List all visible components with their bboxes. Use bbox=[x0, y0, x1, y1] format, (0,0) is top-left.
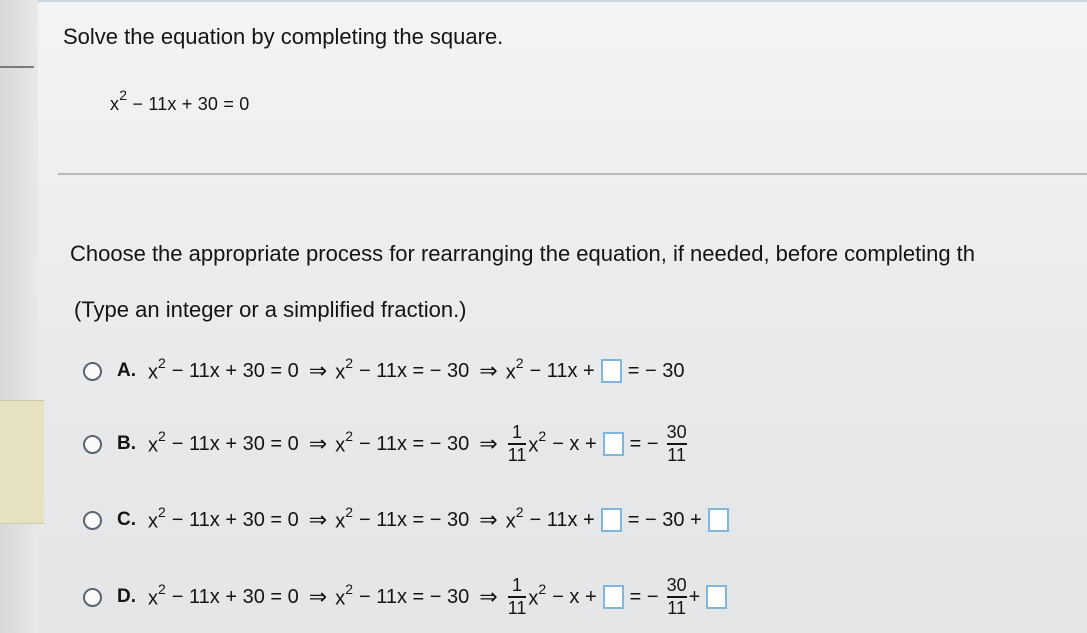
fraction-numerator: 30 bbox=[666, 422, 687, 442]
option-b-letter: B. bbox=[117, 433, 136, 454]
fraction-denominator: 11 bbox=[507, 445, 527, 465]
option-a-answer-box[interactable] bbox=[601, 359, 622, 383]
option-c-term2: $x^2$ bbox=[335, 503, 353, 533]
option-d-answer-box-2[interactable] bbox=[706, 585, 727, 609]
option-a[interactable] bbox=[83, 351, 690, 391]
option-b-radio[interactable] bbox=[83, 435, 102, 454]
option-c-rhs: = − 30 + bbox=[627, 508, 702, 531]
option-b-equals: = − bbox=[629, 432, 659, 455]
fraction-numerator: 1 bbox=[512, 575, 523, 595]
option-c-step1: − 11x + 30 = 0 bbox=[171, 508, 299, 531]
given-equation bbox=[110, 87, 250, 115]
option-c-letter: C. bbox=[117, 509, 136, 530]
top-border bbox=[38, 0, 1087, 2]
option-b-term: $x^2$ bbox=[148, 427, 166, 457]
fraction-denominator: 11 bbox=[507, 598, 527, 618]
option-b-coefficient-fraction bbox=[508, 422, 527, 466]
section-divider bbox=[58, 173, 1087, 175]
question-prompt: Solve the equation by completing the square. bbox=[63, 24, 504, 49]
option-d[interactable] bbox=[83, 577, 733, 617]
option-a-step2: − 11x = − 30 bbox=[358, 359, 470, 382]
option-d-term2: $x^2$ bbox=[335, 580, 353, 610]
option-b-step3: − x + bbox=[552, 432, 597, 455]
option-b-answer-box[interactable] bbox=[603, 432, 624, 456]
option-d-letter: D. bbox=[117, 586, 136, 607]
option-a-step1: − 11x + 30 = 0 bbox=[171, 359, 299, 382]
left-edge-mark bbox=[0, 66, 34, 68]
option-b[interactable] bbox=[83, 424, 689, 464]
option-c-term: $x^2$ bbox=[148, 503, 166, 533]
option-a-rhs: = − 30 bbox=[627, 359, 685, 382]
option-d-coefficient-fraction bbox=[508, 575, 527, 619]
option-d-radio[interactable] bbox=[83, 588, 102, 607]
option-b-expression bbox=[148, 422, 689, 466]
left-panel-edge bbox=[0, 0, 38, 633]
option-a-term: $x^2$ bbox=[148, 354, 166, 384]
implies-arrow: ⇒ bbox=[479, 358, 498, 383]
option-c-step3: − 11x + bbox=[529, 508, 595, 531]
option-d-step2: − 11x = − 30 bbox=[358, 585, 470, 608]
option-d-step3: − x + bbox=[552, 585, 597, 608]
fraction-denominator: 11 bbox=[667, 598, 686, 618]
option-a-letter: A. bbox=[117, 360, 136, 381]
option-a-term3: $x^2$ bbox=[505, 354, 524, 384]
option-d-answer-box-1[interactable] bbox=[603, 585, 624, 609]
implies-arrow: ⇒ bbox=[308, 431, 328, 456]
implies-arrow: ⇒ bbox=[479, 584, 498, 609]
option-a-term2: $x^2$ bbox=[335, 354, 353, 384]
option-d-expression bbox=[148, 575, 733, 619]
option-d-plus: + bbox=[688, 585, 701, 608]
option-b-rhs-fraction bbox=[667, 422, 687, 466]
option-c-expression bbox=[148, 503, 735, 534]
fraction-numerator: 30 bbox=[666, 575, 687, 595]
option-c[interactable] bbox=[83, 500, 735, 540]
option-b-step2: − 11x = − 30 bbox=[358, 432, 470, 455]
option-c-step2: − 11x = − 30 bbox=[358, 508, 470, 531]
implies-arrow: ⇒ bbox=[479, 507, 498, 532]
answer-format-hint: (Type an integer or a simplified fraction.) bbox=[74, 297, 467, 322]
option-b-term3: $x^2$ bbox=[528, 427, 547, 457]
implies-arrow: ⇒ bbox=[479, 431, 498, 456]
fraction-denominator: 11 bbox=[667, 445, 686, 465]
fraction-numerator: 1 bbox=[512, 422, 523, 442]
option-c-answer-box-1[interactable] bbox=[601, 508, 622, 532]
option-c-term3: $x^2$ bbox=[505, 503, 524, 533]
instruction-text: Choose the appropriate process for rearranging the equation, if needed, before completing th bbox=[70, 241, 976, 266]
left-highlight-tab bbox=[0, 400, 44, 524]
option-d-rhs-fraction bbox=[667, 575, 687, 619]
option-d-step1: − 11x + 30 = 0 bbox=[171, 585, 299, 608]
equation-variable: x bbox=[110, 94, 120, 114]
implies-arrow: ⇒ bbox=[308, 507, 328, 532]
equation-exponent: 2 bbox=[119, 87, 128, 103]
option-a-radio[interactable] bbox=[83, 362, 102, 381]
option-c-radio[interactable] bbox=[83, 511, 102, 530]
option-d-equals: = − bbox=[629, 585, 659, 608]
option-c-answer-box-2[interactable] bbox=[708, 508, 729, 532]
option-a-expression bbox=[148, 354, 690, 385]
option-a-step3: − 11x + bbox=[529, 359, 595, 382]
implies-arrow: ⇒ bbox=[308, 584, 328, 609]
option-d-term: $x^2$ bbox=[148, 580, 166, 610]
option-b-step1: − 11x + 30 = 0 bbox=[171, 432, 299, 455]
option-d-term3: $x^2$ bbox=[528, 580, 547, 610]
equation-rest: − 11x + 30 = 0 bbox=[132, 94, 250, 114]
implies-arrow: ⇒ bbox=[308, 358, 328, 383]
option-b-term2: $x^2$ bbox=[335, 427, 353, 457]
